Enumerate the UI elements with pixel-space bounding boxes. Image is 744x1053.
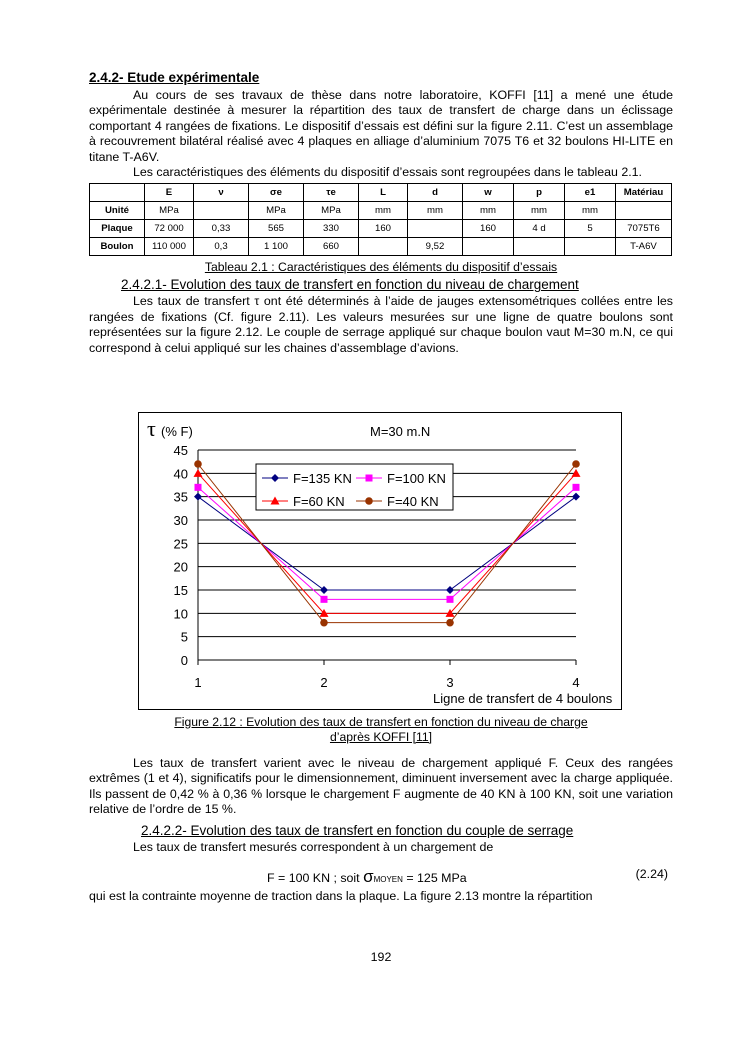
y-tick-label: 40 <box>173 466 188 482</box>
table-cell: MPa <box>304 202 359 220</box>
table-cell: 1 100 <box>249 238 304 256</box>
table-header-cell: e1 <box>565 184 616 202</box>
section-heading: 2.4.2- Etude expérimentale <box>89 70 260 85</box>
y-label-symbol: τ <box>147 416 156 441</box>
equation-part-1: F = 100 KN ; soit <box>267 871 364 886</box>
chart-title: M=30 m.N <box>370 424 431 439</box>
figure-caption <box>89 715 673 745</box>
x-tick-label: 2 <box>320 675 328 690</box>
equation-2-24 <box>89 863 673 889</box>
transfer-rate-chart <box>138 412 622 710</box>
after-figure-content <box>89 756 673 904</box>
subsection-1-paragraph: Les taux de transfert τ ont été déterminés à l’aide de jauges extensométriques collées entre les rangées de fixations (Cf. figure 2.11). Les valeurs mesurées sur une ligne de quatre boulons sont représentées sur la figure 2.12. Le couple de serrage appliqué sur chaque boulon vaut M=30 m.N, ce qui correspond à celui appliqué sur les chaines d’assemblage d’avions. <box>89 294 673 355</box>
after-figure-paragraph: Les taux de transfert varient avec le niveau de chargement appliqué F. Ceux des rangées extrêmes (1 et 4), significatifs pour le dimensionnement, diminuent inversement avec la charge appliquée. Ils passent de 0,42 % à 0,36 % lorsque le chargement F augmente de 40 KN à 100 KN, soit une variation relative de l’ordre de 15 %. <box>89 756 673 817</box>
legend-swatch-marker <box>365 497 373 505</box>
equation-body <box>267 867 467 887</box>
table-cell: 7075T6 <box>616 220 672 238</box>
data-point <box>572 460 580 468</box>
table-cell: mm <box>408 202 463 220</box>
data-point <box>194 460 202 468</box>
data-point <box>320 619 328 627</box>
intro-paragraph-2: Les caractéristiques des éléments du dispositif d’essais sont regroupées dans le tableau 2.1. <box>133 165 643 180</box>
sigma-subscript: MOYEN <box>373 875 403 885</box>
table-row <box>90 202 672 220</box>
y-tick-label: 10 <box>173 606 188 622</box>
table-cell <box>616 202 672 220</box>
x-axis-label: Ligne de transfert de 4 boulons <box>433 691 613 706</box>
table-cell <box>565 238 616 256</box>
subsection-heading-2: 2.4.2.2- Evolution des taux de transfert en fonction du couple de serrage <box>141 822 574 838</box>
y-tick-label: 0 <box>180 653 188 668</box>
intro-paragraph-1: Au cours de ses travaux de thèse dans notre laboratoire, KOFFI [11] a mené une étude expérimentale destinée à mesurer la répartition des taux de transfert de charge dans un éclissage comportant 4 rangées de fixations. Le dispositif d’essais est défini sur la figure 2.11. C’est un assemblage à recouvrement bilatéral réalisé avec 4 plaques en alliage d’aluminium 7075 T6 et 32 boulons HI-LITE en titane T-A6V. <box>89 88 673 164</box>
table-cell: mm <box>463 202 514 220</box>
legend-label: F=60 KN <box>293 494 345 509</box>
y-tick-label: 20 <box>173 559 188 575</box>
table-cell: MPa <box>145 202 194 220</box>
data-point <box>195 484 202 491</box>
table-row <box>90 238 672 256</box>
subsection-heading-1: 2.4.2.1- Evolution des taux de transfert en fonction du niveau de chargement <box>121 277 579 293</box>
data-point <box>573 484 580 491</box>
subsection-2-paragraph: Les taux de transfert mesurés correspondent à un chargement de <box>133 839 494 854</box>
table-header-cell: σe <box>249 184 304 202</box>
table-header-cell: p <box>514 184 565 202</box>
table-cell: 565 <box>249 220 304 238</box>
table-cell: 0,3 <box>194 238 249 256</box>
x-tick-label: 3 <box>446 675 454 690</box>
table-cell: 0,33 <box>194 220 249 238</box>
table-cell: 5 <box>565 220 616 238</box>
table-cell: Plaque <box>90 220 145 238</box>
table-cell: mm <box>359 202 408 220</box>
y-tick-label: 25 <box>173 536 188 552</box>
data-point <box>447 596 454 603</box>
y-tick-label: 35 <box>173 489 188 505</box>
sigma-symbol: σ <box>363 867 374 887</box>
table-cell: 110 000 <box>145 238 194 256</box>
table-cell: Boulon <box>90 238 145 256</box>
table-cell: 4 d <box>514 220 565 238</box>
x-tick-label: 1 <box>194 675 202 690</box>
table-cell <box>463 238 514 256</box>
table-cell: 330 <box>304 220 359 238</box>
last-paragraph: qui est la contrainte moyenne de traction dans la plaque. La figure 2.13 montre la répartition <box>89 889 593 904</box>
table-header-cell: τe <box>304 184 359 202</box>
legend-label: F=135 KN <box>293 471 352 486</box>
table-header-cell: L <box>359 184 408 202</box>
legend-label: F=40 KN <box>387 494 439 509</box>
table-header-row <box>90 184 672 202</box>
table-header-cell: ν <box>194 184 249 202</box>
legend-swatch-marker <box>366 475 373 482</box>
legend-label: F=100 KN <box>387 471 446 486</box>
table-caption: Tableau 2.1 : Caractéristiques des éléments du dispositif d’essais <box>204 260 558 275</box>
y-tick-label: 45 <box>173 443 188 458</box>
table-header-cell: w <box>463 184 514 202</box>
legend <box>256 464 453 510</box>
table-header-cell: d <box>408 184 463 202</box>
table-cell <box>514 238 565 256</box>
table-cell: 9,52 <box>408 238 463 256</box>
y-tick-label: 15 <box>173 583 188 598</box>
y-tick-label: 30 <box>173 513 188 528</box>
table-cell <box>408 220 463 238</box>
figure-caption-line-1: Figure 2.12 : Evolution des taux de transfert en fonction du niveau de charge <box>174 715 588 729</box>
equation-number: (2.24) <box>635 867 668 882</box>
chart-svg <box>138 412 622 710</box>
table-cell: 72 000 <box>145 220 194 238</box>
table-cell: mm <box>514 202 565 220</box>
data-point <box>321 596 328 603</box>
y-label-unit: (% F) <box>161 424 193 439</box>
table-header-cell <box>90 184 145 202</box>
table-header-cell: E <box>145 184 194 202</box>
data-point <box>446 619 454 627</box>
table-cell: 660 <box>304 238 359 256</box>
table-cell: mm <box>565 202 616 220</box>
table-cell: T-A6V <box>616 238 672 256</box>
properties-table <box>89 183 672 256</box>
chart-frame <box>139 413 622 710</box>
page-number: 192 <box>370 950 392 964</box>
x-tick-label: 4 <box>572 675 580 690</box>
table-cell: MPa <box>249 202 304 220</box>
table-header-cell: Matériau <box>616 184 672 202</box>
table-cell: 160 <box>359 220 408 238</box>
table-cell: 160 <box>463 220 514 238</box>
table-cell <box>194 202 249 220</box>
page-body <box>89 70 673 964</box>
equation-part-2: = 125 MPa <box>402 871 467 886</box>
table-row <box>90 220 672 238</box>
table-cell: Unité <box>90 202 145 220</box>
figure-caption-line-2: d’après KOFFI [11] <box>329 730 433 744</box>
table-cell <box>359 238 408 256</box>
y-tick-label: 5 <box>180 629 188 645</box>
